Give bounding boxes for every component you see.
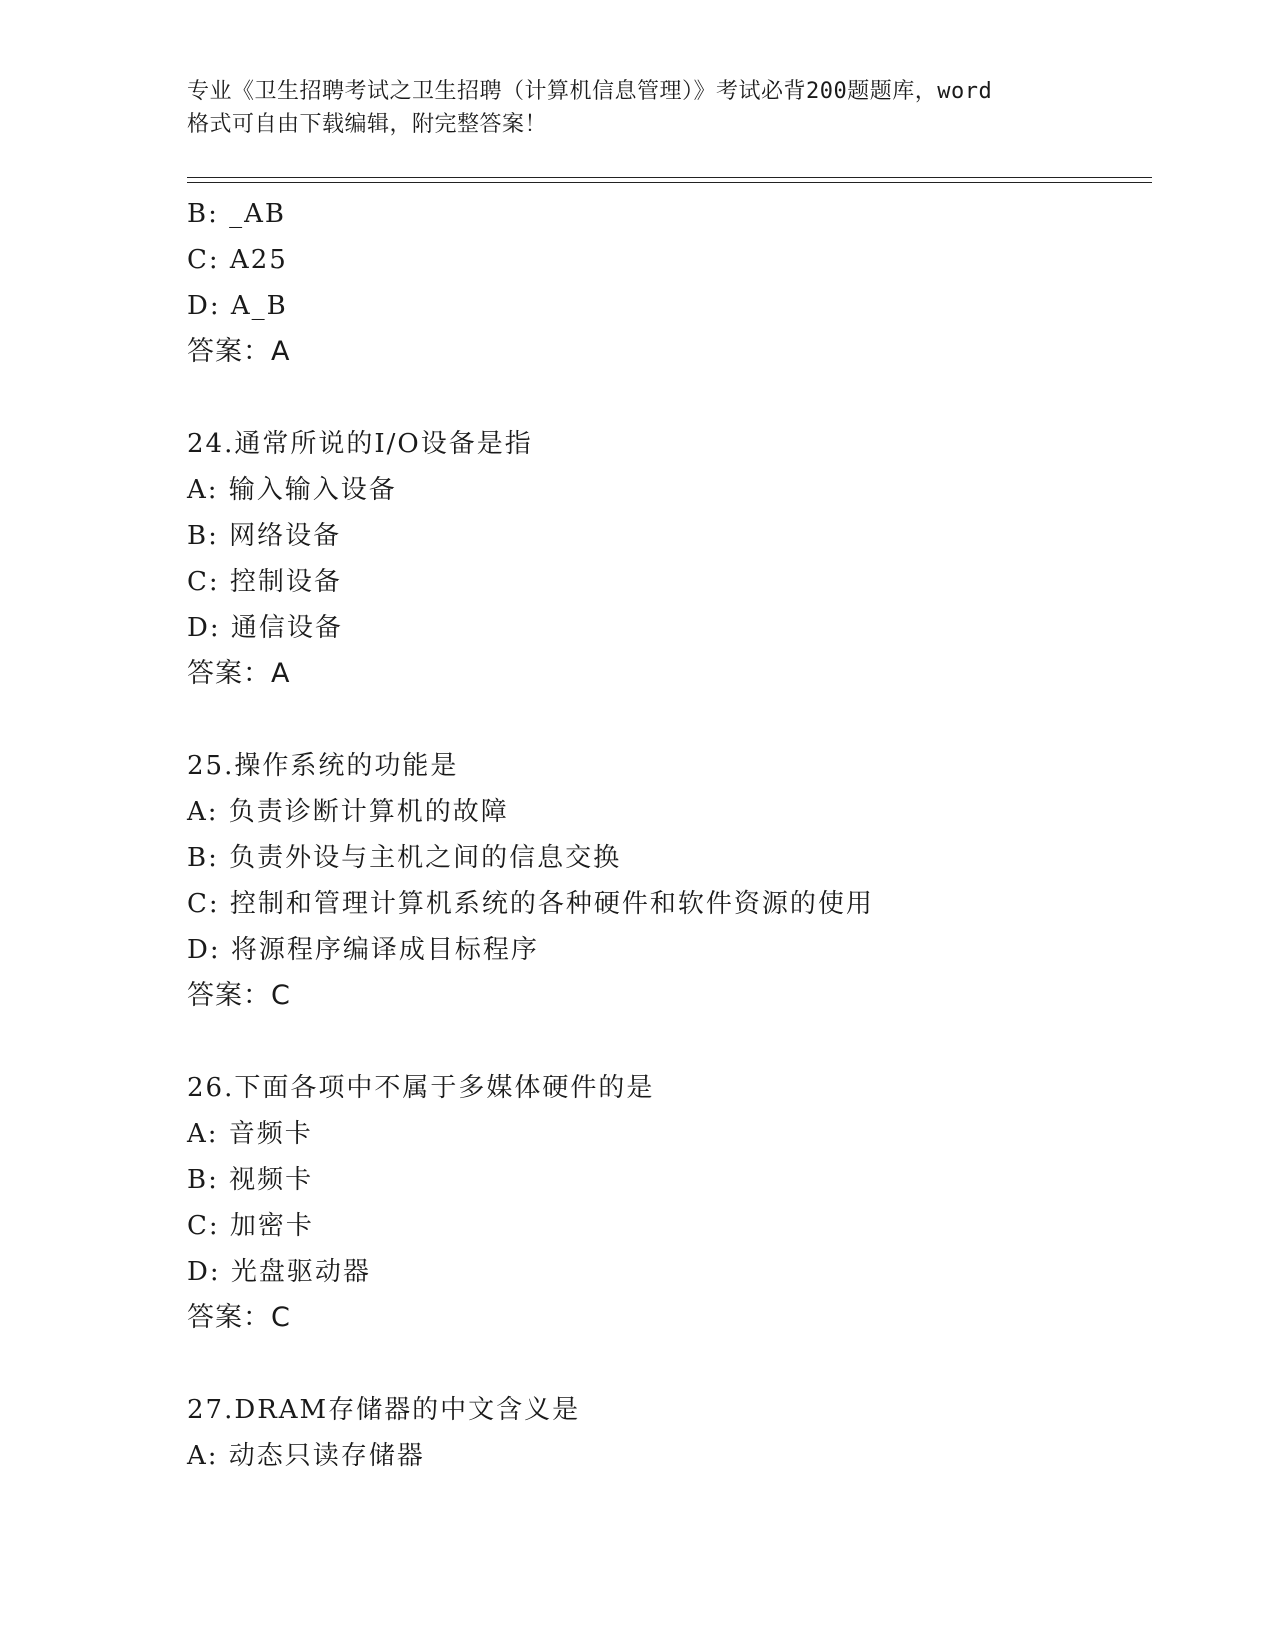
answer-line: 答案：A xyxy=(187,658,291,689)
question-stem: 24.通常所说的I/O设备是指 xyxy=(187,429,533,459)
spacer xyxy=(187,1341,1187,1387)
option-b: B: 网络设备 xyxy=(187,521,342,551)
option-d: D: 通信设备 xyxy=(187,613,343,643)
question-25 xyxy=(187,743,1187,1019)
question-stem: 27.DRAM存储器的中文含义是 xyxy=(187,1395,581,1425)
question-24 xyxy=(187,421,1187,697)
option-c: C: A25 xyxy=(187,245,288,275)
spacer xyxy=(187,375,1187,421)
question-stem: 26.下面各项中不属于多媒体硬件的是 xyxy=(187,1073,655,1103)
option-a: A: 音频卡 xyxy=(187,1119,313,1149)
answer-line: 答案：A xyxy=(187,336,291,367)
header-divider-bottom xyxy=(187,182,1152,183)
option-a: A: 动态只读存储器 xyxy=(187,1441,425,1471)
option-d: D: 将源程序编译成目标程序 xyxy=(187,935,539,965)
question-23-continued xyxy=(187,191,1187,375)
option-c: C: 加密卡 xyxy=(187,1211,314,1241)
answer-line: 答案：C xyxy=(187,980,291,1011)
header-divider-top xyxy=(187,177,1152,178)
option-b: B: 负责外设与主机之间的信息交换 xyxy=(187,843,622,873)
spacer xyxy=(187,697,1187,743)
option-d: D: 光盘驱动器 xyxy=(187,1257,371,1287)
option-a: A: 负责诊断计算机的故障 xyxy=(187,797,509,827)
document-header xyxy=(187,75,1087,141)
question-27 xyxy=(187,1387,1187,1479)
header-title-line-2: 格式可自由下载编辑，附完整答案！ xyxy=(187,112,548,137)
option-d: D: A_B xyxy=(187,291,288,321)
option-b: B: 视频卡 xyxy=(187,1165,314,1195)
option-c: C: 控制设备 xyxy=(187,567,342,597)
spacer xyxy=(187,1019,1187,1065)
option-c: C: 控制和管理计算机系统的各种硬件和软件资源的使用 xyxy=(187,889,874,919)
option-a: A: 输入输入设备 xyxy=(187,475,397,505)
question-26 xyxy=(187,1065,1187,1341)
header-title-line-1: 专业《卫生招聘考试之卫生招聘（计算机信息管理）》考试必背200题题库，word xyxy=(187,79,993,104)
question-list xyxy=(187,191,1187,1479)
question-stem: 25.操作系统的功能是 xyxy=(187,751,459,781)
answer-line: 答案：C xyxy=(187,1302,291,1333)
option-b: B: _AB xyxy=(187,199,287,229)
